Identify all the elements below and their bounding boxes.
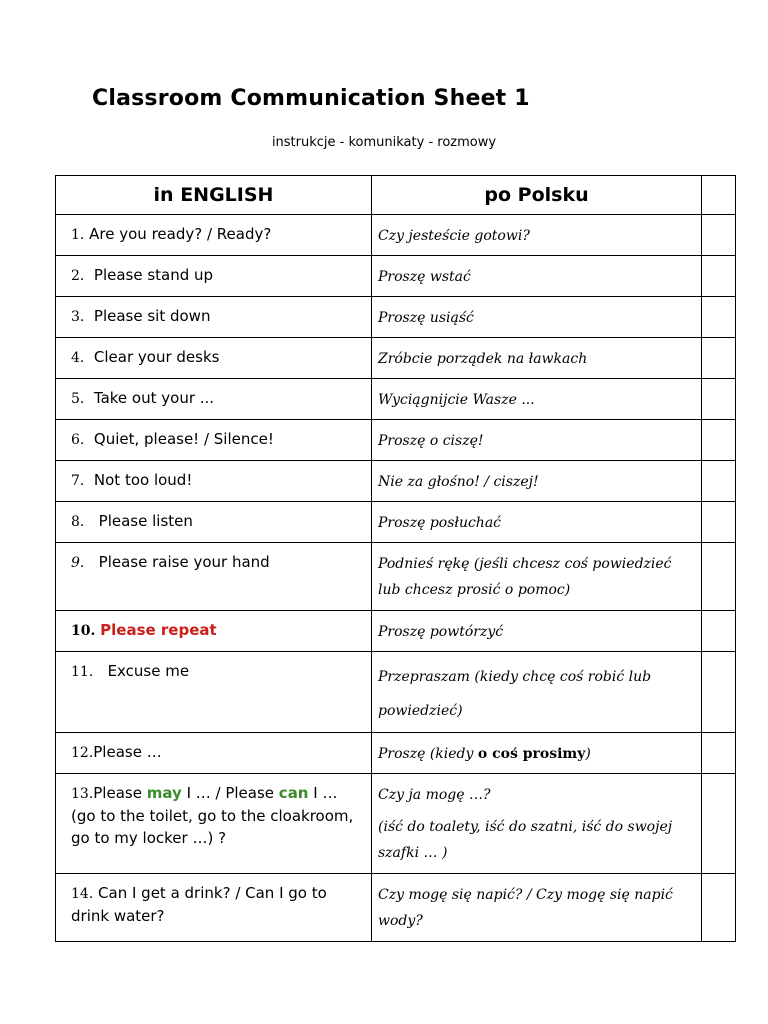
english-cell xyxy=(56,611,372,652)
table-row xyxy=(56,379,736,420)
polish-bold-text: o coś prosimy xyxy=(477,746,586,762)
english-cell xyxy=(56,774,372,874)
table-row xyxy=(56,652,736,733)
english-text: Please raise your hand xyxy=(98,553,270,571)
english-cell xyxy=(56,297,372,338)
row-number: 6. xyxy=(71,432,85,448)
page-title: Classroom Communication Sheet 1 xyxy=(92,86,530,111)
page-subtitle: instrukcje - komunikaty - rozmowy xyxy=(271,135,497,150)
english-cell xyxy=(56,379,372,420)
polish-cell: Podnieś rękę (jeśli chcesz coś powiedzieć lub chcesz prosić o pomoc) xyxy=(372,543,702,611)
row-number: 7. xyxy=(71,473,85,489)
english-highlight-may: may xyxy=(146,784,182,802)
english-cell xyxy=(56,215,372,256)
table-row xyxy=(56,733,736,774)
empty-cell xyxy=(702,338,736,379)
empty-cell xyxy=(702,256,736,297)
english-text: Please sit down xyxy=(93,307,211,325)
english-text: Excuse me xyxy=(107,662,190,680)
empty-cell xyxy=(702,420,736,461)
row-number: 5. xyxy=(71,391,85,407)
polish-cell: Nie za głośno! / ciszej! xyxy=(372,461,702,502)
polish-cell: Proszę usiąść xyxy=(372,297,702,338)
table-row xyxy=(56,297,736,338)
row-number: 12. xyxy=(71,745,94,761)
table-row xyxy=(56,215,736,256)
english-text: Can I get a drink? / Can I go to drink water? xyxy=(71,884,327,925)
table-row xyxy=(56,338,736,379)
english-cell xyxy=(56,652,372,733)
english-highlight-can: can xyxy=(278,784,309,802)
polish-text: ) xyxy=(585,746,591,762)
table-row xyxy=(56,611,736,652)
english-cell xyxy=(56,543,372,611)
english-text: Not too loud! xyxy=(93,471,193,489)
english-cell xyxy=(56,733,372,774)
english-cell xyxy=(56,874,372,942)
table-row xyxy=(56,256,736,297)
header-polish: po Polsku xyxy=(372,176,702,215)
row-number: 4. xyxy=(71,350,85,366)
english-text: Are you ready? / Ready? xyxy=(89,225,272,243)
empty-cell xyxy=(702,733,736,774)
empty-cell xyxy=(702,297,736,338)
header-empty xyxy=(702,176,736,215)
polish-text: Czy ja mogę …? xyxy=(378,787,491,803)
empty-cell xyxy=(702,774,736,874)
polish-cell: Proszę posłuchać xyxy=(372,502,702,543)
english-cell xyxy=(56,502,372,543)
polish-cell: Proszę wstać xyxy=(372,256,702,297)
empty-cell xyxy=(702,379,736,420)
english-text: Take out your ... xyxy=(93,389,215,407)
row-number: 3. xyxy=(71,309,85,325)
empty-cell xyxy=(702,543,736,611)
table-row xyxy=(56,543,736,611)
english-text: I … / Please xyxy=(181,784,279,802)
polish-cell: Zróbcie porządek na ławkach xyxy=(372,338,702,379)
row-number: 13. xyxy=(71,786,94,802)
english-text: Clear your desks xyxy=(93,348,220,366)
english-text: Please … xyxy=(93,743,162,761)
table-row xyxy=(56,461,736,502)
header-english: in ENGLISH xyxy=(56,176,372,215)
row-number: 1. xyxy=(71,227,85,243)
english-cell xyxy=(56,338,372,379)
table-row xyxy=(56,420,736,461)
empty-cell xyxy=(702,215,736,256)
polish-cell: Czy jesteście gotowi? xyxy=(372,215,702,256)
polish-cell xyxy=(372,733,702,774)
row-number: 14. xyxy=(71,886,94,902)
row-number: 11. xyxy=(71,664,94,680)
table-row xyxy=(56,502,736,543)
english-cell xyxy=(56,420,372,461)
table-row xyxy=(56,774,736,874)
polish-cell: Proszę powtórzyć xyxy=(372,611,702,652)
english-text: Please xyxy=(93,784,147,802)
row-number: 8. xyxy=(71,514,85,530)
empty-cell xyxy=(702,502,736,543)
table-header-row xyxy=(56,176,736,215)
empty-cell xyxy=(702,461,736,502)
polish-cell: Proszę o ciszę! xyxy=(372,420,702,461)
english-text: Please stand up xyxy=(93,266,214,284)
table-row xyxy=(56,874,736,942)
empty-cell xyxy=(702,874,736,942)
row-number: 9. xyxy=(71,555,85,571)
english-cell xyxy=(56,461,372,502)
english-text: I … (go to the toilet, go to the cloakroom, go to my locker …) ? xyxy=(71,784,354,847)
english-text: Please listen xyxy=(98,512,193,530)
row-number: 2. xyxy=(71,268,85,284)
empty-cell xyxy=(702,611,736,652)
phrase-table xyxy=(55,175,736,942)
polish-cell: Wyciągnijcie Wasze ... xyxy=(372,379,702,420)
english-text: Quiet, please! / Silence! xyxy=(93,430,274,448)
english-cell xyxy=(56,256,372,297)
polish-cell: Czy mogę się napić? / Czy mogę się napić wody? xyxy=(372,874,702,942)
empty-cell xyxy=(702,652,736,733)
polish-text: (iść do toalety, iść do szatni, iść do swojej szafki … ) xyxy=(378,819,673,861)
polish-cell: Przepraszam (kiedy chcę coś robić lub powiedzieć) xyxy=(372,652,702,733)
polish-cell xyxy=(372,774,702,874)
english-text: Please repeat xyxy=(100,621,217,639)
polish-text: Proszę (kiedy xyxy=(378,746,478,762)
row-number: 10. xyxy=(71,623,96,639)
